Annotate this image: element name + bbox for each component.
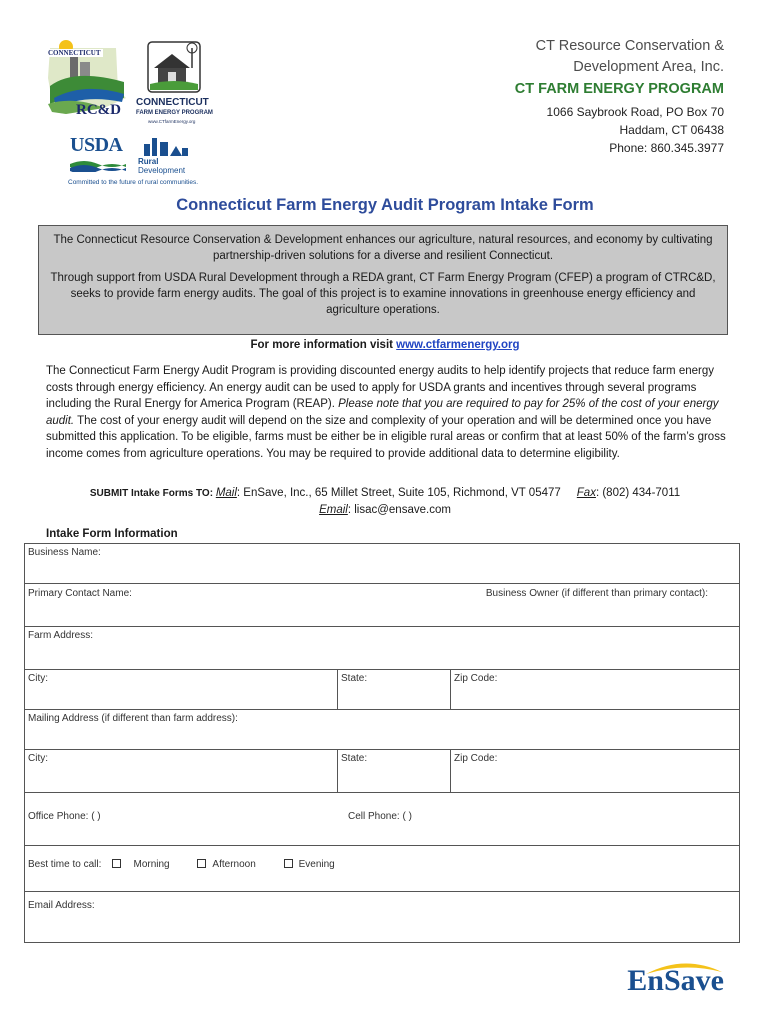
rural-development-skyline-icon <box>138 134 190 156</box>
best-time-row <box>25 846 739 891</box>
cfep-line1: CONNECTICUT <box>136 97 209 108</box>
org-name-line2: Development Area, Inc. <box>573 59 724 75</box>
usda-wave-icon <box>70 158 126 172</box>
office-phone-field[interactable]: Office Phone: ( ) <box>28 811 101 822</box>
intro-box <box>38 225 728 335</box>
usda-logo-text: USDA <box>70 134 123 156</box>
org-phone: Phone: 860.345.3977 <box>609 141 724 155</box>
mail-label: Mail <box>215 487 237 499</box>
rd-line1: Rural <box>138 157 159 166</box>
farm-city-field[interactable]: City: <box>28 673 48 684</box>
email-value[interactable]: : lisac@ensave.com <box>347 504 451 516</box>
email-label: Email <box>319 504 348 516</box>
best-time-label: Best time to call: <box>28 859 102 870</box>
description-paragraph <box>46 363 730 462</box>
description-part1: The Connecticut Farm Energy Audit Program is providing discounted energy audits to help identify projects that reduce farm energy costs through energy efficiency. An energy audit can be used to apply for USDA grants and incentives through several programs including the Rural Energy for America Program (REAP). <box>46 365 714 410</box>
afternoon-option-label: Afternoon <box>212 859 256 870</box>
primary-contact-field[interactable]: Primary Contact Name: <box>28 588 132 599</box>
usda-tagline: Committed to the future of rural communities. <box>68 179 199 186</box>
org-address-line2: Haddam, CT 06438 <box>619 123 724 137</box>
rcd-top-text: CONNECTICUT <box>48 49 101 57</box>
ensave-logo <box>604 958 724 1008</box>
ensave-logo-text: EnSave <box>627 964 724 997</box>
more-info <box>0 339 770 351</box>
rcd-main-text: RC&D <box>76 102 121 118</box>
website-link[interactable]: www.ctfarmenergy.org <box>396 339 520 351</box>
morning-option-label: Morning <box>133 859 170 870</box>
cfep-barn-icon <box>144 38 204 94</box>
program-name: CT FARM ENERGY PROGRAM <box>514 81 724 97</box>
partner-logos <box>40 38 270 188</box>
org-info <box>515 36 724 157</box>
form-section-title: Intake Form Information <box>46 528 178 540</box>
business-name-field[interactable]: Business Name: <box>28 547 101 558</box>
intake-form <box>24 543 740 943</box>
farm-address-field[interactable]: Farm Address: <box>28 630 94 641</box>
cfep-line2: FARM ENERGY PROGRAM <box>136 110 213 116</box>
evening-checkbox[interactable] <box>284 859 293 868</box>
business-owner-field[interactable]: Business Owner (if different than primary contact): <box>485 588 708 599</box>
email-address-field[interactable]: Email Address: <box>28 900 95 911</box>
intro-paragraph-1: The Connecticut Resource Conservation & Development enhances our agriculture, natural resources, and economy by cultivating partnership-driven solutions for a diverse and resilient Connecticut. <box>53 234 713 262</box>
org-address-line1: 1066 Saybrook Road, PO Box 70 <box>546 105 724 119</box>
fax-label: Fax <box>576 487 596 499</box>
farm-zip-field[interactable]: Zip Code: <box>450 670 739 709</box>
mailing-address-field[interactable]: Mailing Address (if different than farm address): <box>28 713 238 724</box>
farm-state-field[interactable]: State: <box>337 670 450 709</box>
org-name-line1: CT Resource Conservation & <box>535 38 724 54</box>
description-note: Please note that you are required to pay for 25% of the cost of your energy audit. <box>46 398 719 427</box>
submit-label: SUBMIT Intake Forms TO <box>89 488 210 499</box>
morning-checkbox[interactable] <box>112 859 121 868</box>
cfep-url: www.CTfarmEnergy.org <box>148 119 196 124</box>
rd-line2: Development <box>138 166 186 175</box>
intro-paragraph-2: Through support from USDA Rural Development through a REDA grant, CT Farm Energy Program (CFEP) a program of CTRC&D, seeks to provide farm energy audits. The goal of this project is to examine innovations in greenhouse energy efficiency and agriculture operations. <box>50 272 716 316</box>
mailing-city-field[interactable]: City: <box>28 753 48 764</box>
mailing-zip-field[interactable]: Zip Code: <box>450 750 739 792</box>
more-info-prefix: For more information visit <box>250 339 397 351</box>
submit-info: SUBMIT Intake Forms TO: Mail: EnSave, Inc., 65 Millet Street, Suite 105, Richmond, VT 05477 Fax: (802) 434-7011 Email: lisac@ensave.com <box>89 487 681 516</box>
evening-option-label: Evening <box>298 859 335 870</box>
mailing-state-field[interactable]: State: <box>337 750 450 792</box>
page-title: Connecticut Farm Energy Audit Program Intake Form <box>176 196 594 214</box>
afternoon-checkbox[interactable] <box>197 859 206 868</box>
mail-value: : EnSave, Inc., 65 Millet Street, Suite 105, Richmond, VT 05477 <box>236 487 561 499</box>
cell-phone-field[interactable]: Cell Phone: ( ) <box>348 811 412 822</box>
description-part2: The cost of your energy audit will depend on the size and complexity of your operation and will be determined once you have submitted this application. To be eligible, farms must be either be in eligible rural areas or confirm that at least 50% of the farm’s gross income comes from agriculture operations. You may be required to provide additional data to determine eligibility. <box>46 414 726 460</box>
fax-value: : (802) 434-7011 <box>595 487 681 499</box>
